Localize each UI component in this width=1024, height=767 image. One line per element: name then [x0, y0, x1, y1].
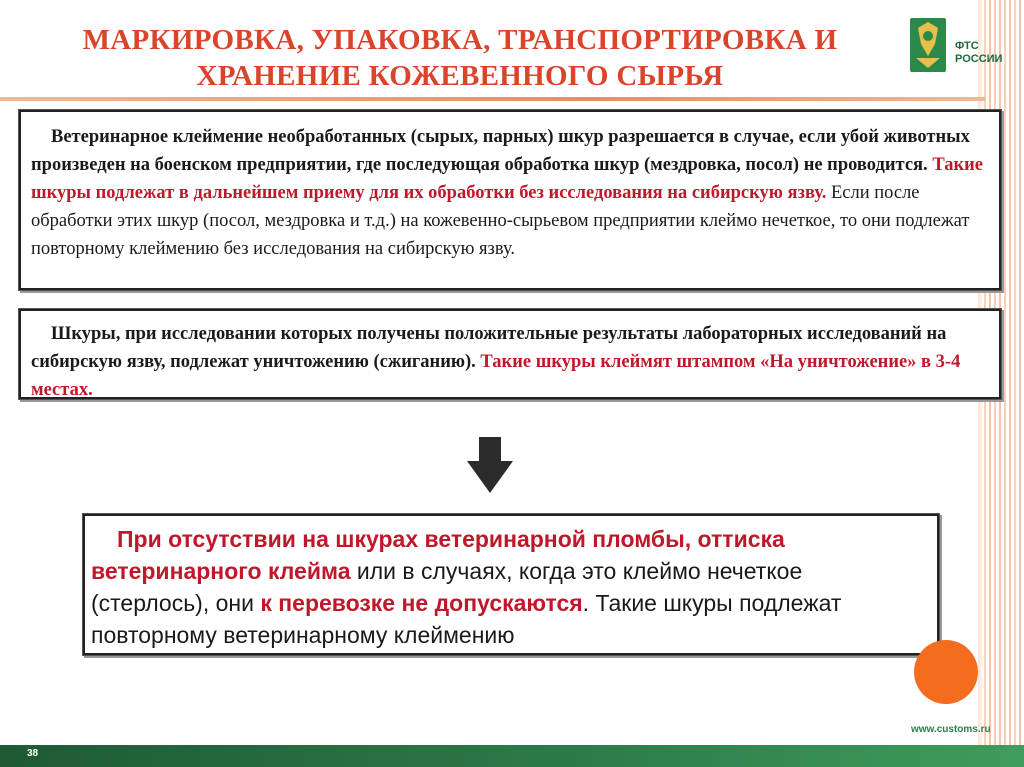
- box3-normal-text-1: или в случаях, когда это клеймо нечеткое (стерлось), они: [91, 558, 803, 616]
- box2-bold-text: Шкуры, при исследовании которых получены положительные результаты лабораторных исследований на сибирскую язву, подлежат уничтожению (сжиганию).: [31, 324, 947, 372]
- title-line-2: ХРАНЕНИЕ КОЖЕВЕННОГО СЫРЬЯ: [196, 60, 724, 92]
- decorative-circle: [914, 640, 978, 704]
- box2-emphasis-text: Такие шкуры клеймят штампом «На уничтожение» в 3-4 местах.: [31, 352, 961, 400]
- footer-bar: [0, 745, 1024, 767]
- box3-emphasis-text-2: к перевозке не допускаются: [260, 590, 583, 616]
- box3-normal-text-2: . Такие шкуры подлежат повторному ветеринарному клеймению: [91, 590, 842, 648]
- page-number: 38: [27, 748, 39, 759]
- logo-text: ФТС РОССИИ: [955, 40, 1003, 65]
- box3-emphasis-text-1: При отсутствии на шкурах ветеринарной пломбы, оттиска ветеринарного клейма: [91, 526, 785, 584]
- slide-title: [60, 22, 860, 94]
- text-box-transport-ban: [82, 513, 940, 656]
- header-divider: [0, 97, 985, 101]
- box1-emphasis-text: Такие шкуры подлежат в дальнейшем приему для их обработки без исследования на сибирскую язву.: [31, 155, 983, 203]
- box1-normal-text: Если после обработки этих шкур (посол, мездровка и т.д.) на кожевенно-сырьевом предприятии клеймо нечеткое, то они подлежат повторному клеймению без исследования на сибирскую язву.: [31, 183, 970, 259]
- text-box-anthrax-positive: [18, 308, 1002, 400]
- box1-bold-text: Ветеринарное клеймение необработанных (сырых, парных) шкур разрешается в случае, если убой животных произведен на боенском предприятии, где последующая обработка шкур (мездровка, посол) не проводится.: [31, 127, 970, 175]
- website-link[interactable]: www.customs.ru: [911, 724, 991, 735]
- title-line-1: МАРКИРОВКА, УПАКОВКА, ТРАНСПОРТИРОВКА И: [82, 24, 838, 56]
- text-box-veterinary-marking: [18, 109, 1002, 291]
- down-arrow-icon: [467, 437, 513, 493]
